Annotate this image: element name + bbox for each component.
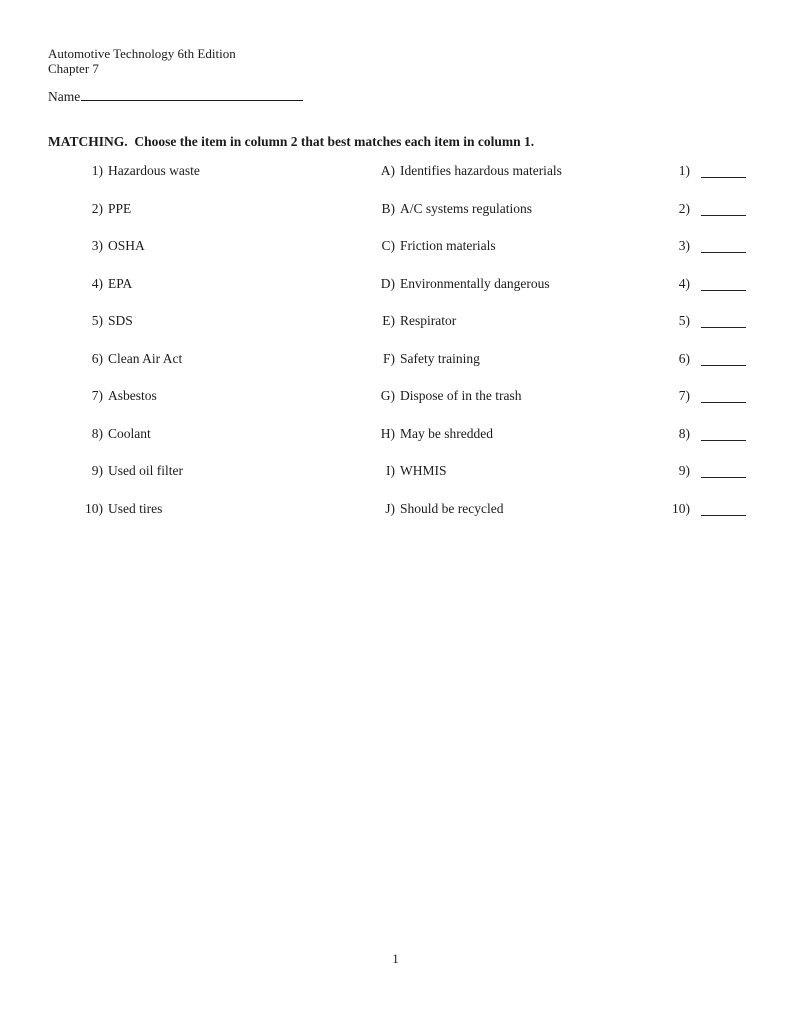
option-text: Respirator <box>400 313 457 328</box>
item-text: Used tires <box>108 501 163 516</box>
answer-number: 7) <box>678 388 690 403</box>
option-letter: E) <box>382 313 395 328</box>
option-letter: B) <box>381 201 395 216</box>
item-number: 10) <box>85 501 103 516</box>
answer-blank-line <box>701 215 746 216</box>
item-text: EPA <box>108 276 133 291</box>
matching-row <box>0 463 791 483</box>
document-header <box>48 47 236 76</box>
page-number: 1 <box>392 951 399 966</box>
answer-number: 8) <box>678 426 690 441</box>
answer-number: 3) <box>678 238 690 253</box>
item-number: 5) <box>91 313 103 328</box>
answer-number: 4) <box>678 276 690 291</box>
name-label: Name <box>48 89 81 104</box>
option-text: Safety training <box>400 351 480 366</box>
item-number: 8) <box>91 426 103 441</box>
item-number: 1) <box>91 163 103 178</box>
item-text: Hazardous waste <box>108 163 200 178</box>
matching-row <box>0 313 791 333</box>
option-letter: I) <box>386 463 395 478</box>
item-text: Coolant <box>108 426 151 441</box>
name-blank-line <box>81 88 303 101</box>
item-text: Used oil filter <box>108 463 183 478</box>
option-text: Environmentally dangerous <box>400 276 550 291</box>
option-letter: J) <box>385 501 395 516</box>
matching-row <box>0 426 791 446</box>
matching-row <box>0 388 791 408</box>
item-text: Clean Air Act <box>108 351 183 366</box>
matching-row <box>0 276 791 296</box>
item-text: OSHA <box>108 238 145 253</box>
item-number: 9) <box>91 463 103 478</box>
item-number: 7) <box>91 388 103 403</box>
option-letter: A) <box>380 163 395 178</box>
item-number: 2) <box>91 201 103 216</box>
option-text: Dispose of in the trash <box>400 388 522 403</box>
item-text: PPE <box>108 201 132 216</box>
answer-number: 10) <box>672 501 690 516</box>
answer-number: 2) <box>678 201 690 216</box>
item-number: 3) <box>91 238 103 253</box>
answer-number: 5) <box>678 313 690 328</box>
header-title: Automotive Technology 6th Edition <box>48 46 236 61</box>
answer-number: 6) <box>678 351 690 366</box>
answer-blank-line <box>701 252 746 253</box>
answer-blank-line <box>701 177 746 178</box>
option-letter: C) <box>381 238 395 253</box>
matching-row <box>0 201 791 221</box>
option-letter: G) <box>380 388 395 403</box>
answer-blank-line <box>701 477 746 478</box>
item-number: 4) <box>91 276 103 291</box>
answer-blank-line <box>701 515 746 516</box>
header-chapter: Chapter 7 <box>48 60 99 76</box>
matching-row <box>0 238 791 258</box>
answer-number: 1) <box>678 163 690 178</box>
matching-row <box>0 163 791 183</box>
option-text: Identifies hazardous materials <box>400 163 562 178</box>
item-text: Asbestos <box>108 388 157 403</box>
answer-blank-line <box>701 440 746 441</box>
name-row <box>48 88 303 105</box>
option-text: A/C systems regulations <box>400 201 532 216</box>
answer-blank-line <box>701 365 746 366</box>
answer-number: 9) <box>678 463 690 478</box>
option-letter: H) <box>380 426 395 441</box>
matching-row <box>0 351 791 371</box>
matching-instruction: MATCHING. Choose the item in column 2 that best matches each item in column 1. <box>48 134 535 149</box>
item-text: SDS <box>108 313 133 328</box>
option-text: Friction materials <box>400 238 496 253</box>
item-number: 6) <box>91 351 103 366</box>
option-text: May be shredded <box>400 426 493 441</box>
option-letter: D) <box>380 276 395 291</box>
option-letter: F) <box>382 351 395 366</box>
answer-blank-line <box>701 327 746 328</box>
option-text: WHMIS <box>400 463 447 478</box>
answer-blank-line <box>701 402 746 403</box>
option-text: Should be recycled <box>400 501 504 516</box>
answer-blank-line <box>701 290 746 291</box>
matching-row <box>0 501 791 521</box>
